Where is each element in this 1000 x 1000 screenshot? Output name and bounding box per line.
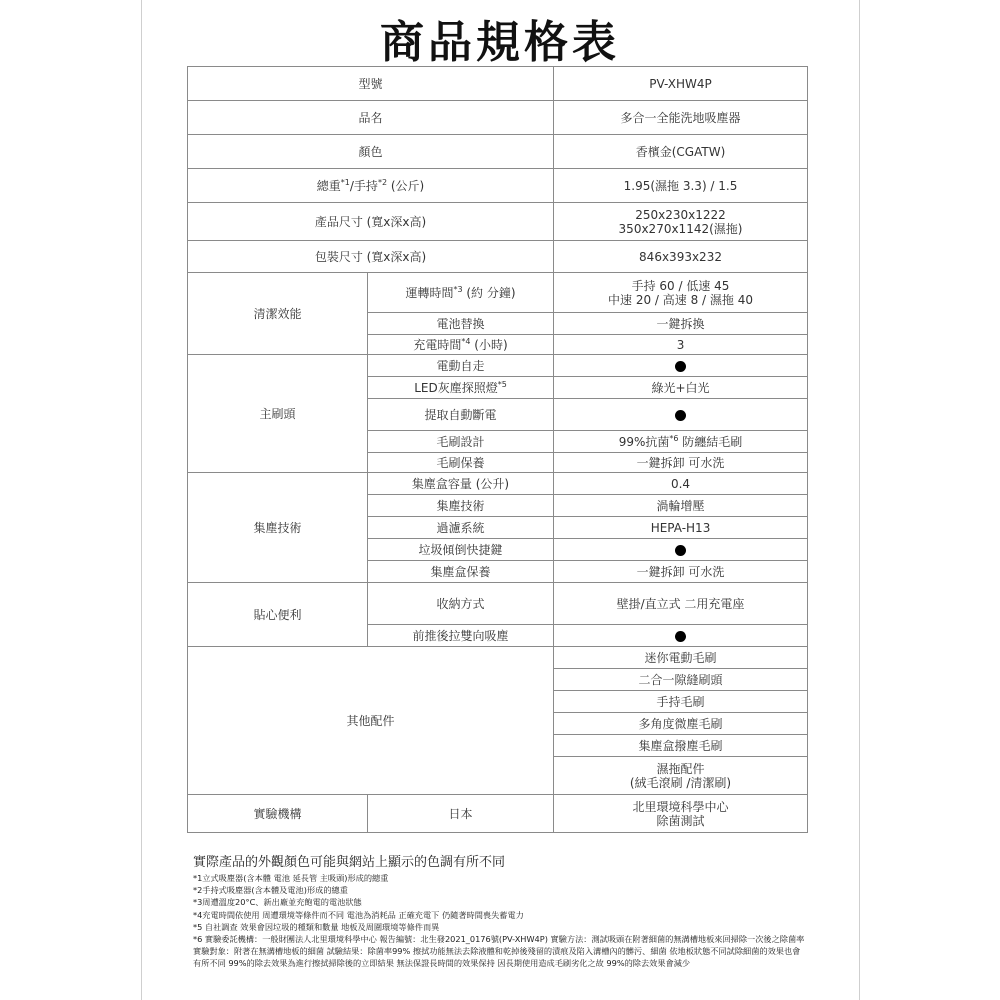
package-value: 846x393x232 — [554, 241, 808, 273]
group-convenience: 貼心便利 — [188, 583, 368, 647]
group-cleaning: 清潔效能 — [188, 273, 368, 355]
spec-table — [187, 66, 808, 833]
filter-label: 過濾系統 — [368, 517, 554, 539]
lab-value: 北里環境科學中心 除菌測試 — [554, 795, 808, 833]
brush-care-value: 一鍵拆卸 可水洗 — [554, 453, 808, 473]
weight-value: 1.95(濕拖 3.3) / 1.5 — [554, 169, 808, 203]
table-row — [188, 101, 808, 135]
table-row — [188, 169, 808, 203]
accessory-item: 多角度微塵毛刷 — [554, 713, 808, 735]
color-value: 香檳金(CGATW) — [554, 135, 808, 169]
accessory-item: 二合一隙縫刷頭 — [554, 669, 808, 691]
table-row — [188, 273, 808, 313]
lab-country: 日本 — [368, 795, 554, 833]
accessory-item: 濕拖配件 (絨毛滾刷 /清潔刷) — [554, 757, 808, 795]
footnote: *5 自社調查 效果會因垃圾的種類和數量 地板及周圍環境等條件而異 — [193, 921, 440, 932]
lab-label: 實驗機構 — [188, 795, 368, 833]
table-row — [188, 647, 808, 669]
footnote: *6 實驗委託機構：一般財團法人北里環境科學中心 報告編號：北生發2021_0176號(PV-XHW4P) 實驗方法：測試吸頭在附著細菌的無溝槽地板來回掃除一次後之除菌率 實驗對象：附著在無溝槽地板的細菌 試驗結果：除菌率99% 擦拭功能無法去除液體和乾掉後殘留的漬痕及陷入溝槽內的髒污、細菌 依地板狀態不同試除細菌的效果也會有所不同 99%的除去效果為進行擦拭掃除後的立即結果 無法保證長時間的效果保持 因長期使用造成毛刷劣化之故 99%的除去效果會減少 — [193, 934, 805, 969]
supported-dot-icon — [675, 361, 686, 372]
runtime-value: 手持 60 / 低速 45 中速 20 / 高速 8 / 濕拖 40 — [554, 273, 808, 313]
led-label: LED灰塵探照燈$^{*5}$ — [368, 377, 554, 399]
color-disclaimer: 實際產品的外觀顏色可能與網站上顯示的色調有所不同 — [193, 855, 506, 870]
capacity-label: 集塵盒容量 (公升) — [368, 473, 554, 495]
supported-dot-icon — [675, 410, 686, 421]
led-value: 綠光+白光 — [554, 377, 808, 399]
table-row — [188, 795, 808, 833]
table-row — [188, 203, 808, 241]
footnotes — [193, 872, 807, 970]
auto-off-label: 提取自動斷電 — [368, 399, 554, 431]
footnote: *4充電時間依使用 周遭環境等條件而不同 電池為消耗品 正確充電下 仍隨著時間喪失蓄電力 — [193, 909, 524, 920]
color-label: 顏色 — [188, 135, 554, 169]
footnote: *3周遭溫度20°C、新出廠並充飽電的電池狀態 — [193, 897, 362, 908]
size-label: 產品尺寸 (寬x深x高) — [188, 203, 554, 241]
storage-label: 收納方式 — [368, 583, 554, 625]
filter-value: HEPA-H13 — [554, 517, 808, 539]
model-value: PV-XHW4P — [554, 67, 808, 101]
right-border-line — [859, 0, 860, 1000]
name-label: 品名 — [188, 101, 554, 135]
footnote: *1立式吸塵器(含本體 電池 延長管 主吸頭)形成的總重 — [193, 873, 389, 883]
model-label: 型號 — [188, 67, 554, 101]
capacity-value: 0.4 — [554, 473, 808, 495]
battery-label: 電池替換 — [368, 313, 554, 335]
brush-design-label: 毛刷設計 — [368, 431, 554, 453]
table-row — [188, 355, 808, 377]
bidir-label: 前推後拉雙向吸塵 — [368, 625, 554, 647]
size-value: 250x230x1222 350x270x1142(濕拖) — [554, 203, 808, 241]
footnote: *2手持式吸塵器(含本體及電池)形成的總重 — [193, 885, 348, 896]
page-title: 商品規格表 — [380, 17, 620, 68]
storage-value: 壁掛/直立式 二用充電座 — [554, 583, 808, 625]
dump-label: 垃圾傾倒快捷鍵 — [368, 539, 554, 561]
dust-tech-label: 集塵技術 — [368, 495, 554, 517]
auto-walk-label: 電動自走 — [368, 355, 554, 377]
accessory-item: 迷你電動毛刷 — [554, 647, 808, 669]
dust-care-value: 一鍵拆卸 可水洗 — [554, 561, 808, 583]
charge-value: 3 — [554, 335, 808, 355]
charge-label: 充電時間$^{*4}$ (小時) — [368, 335, 554, 355]
dust-care-label: 集塵盒保養 — [368, 561, 554, 583]
brush-design-value: 99%抗菌$^{*6}$ 防纏結毛刷 — [554, 431, 808, 453]
group-dust: 集塵技術 — [188, 473, 368, 583]
battery-value: 一鍵拆換 — [554, 313, 808, 335]
group-accessories: 其他配件 — [188, 647, 554, 795]
package-label: 包裝尺寸 (寬x深x高) — [188, 241, 554, 273]
weight-label: 總重$^{*1}$/手持$^{*2}$ (公斤) — [188, 169, 554, 203]
supported-dot-icon — [675, 545, 686, 556]
group-brush: 主刷頭 — [188, 355, 368, 473]
accessory-item: 手持毛刷 — [554, 691, 808, 713]
table-row — [188, 67, 808, 101]
brush-care-label: 毛刷保養 — [368, 453, 554, 473]
left-border-line — [141, 0, 142, 1000]
name-value: 多合一全能洗地吸塵器 — [554, 101, 808, 135]
table-row — [188, 241, 808, 273]
table-row — [188, 583, 808, 625]
runtime-label: 運轉時間$^{*3}$ (約 分鐘) — [368, 273, 554, 313]
supported-dot-icon — [675, 631, 686, 642]
accessory-item: 集塵盒撥塵毛刷 — [554, 735, 808, 757]
dust-tech-value: 渦輪增壓 — [554, 495, 808, 517]
table-row — [188, 473, 808, 495]
table-row — [188, 135, 808, 169]
